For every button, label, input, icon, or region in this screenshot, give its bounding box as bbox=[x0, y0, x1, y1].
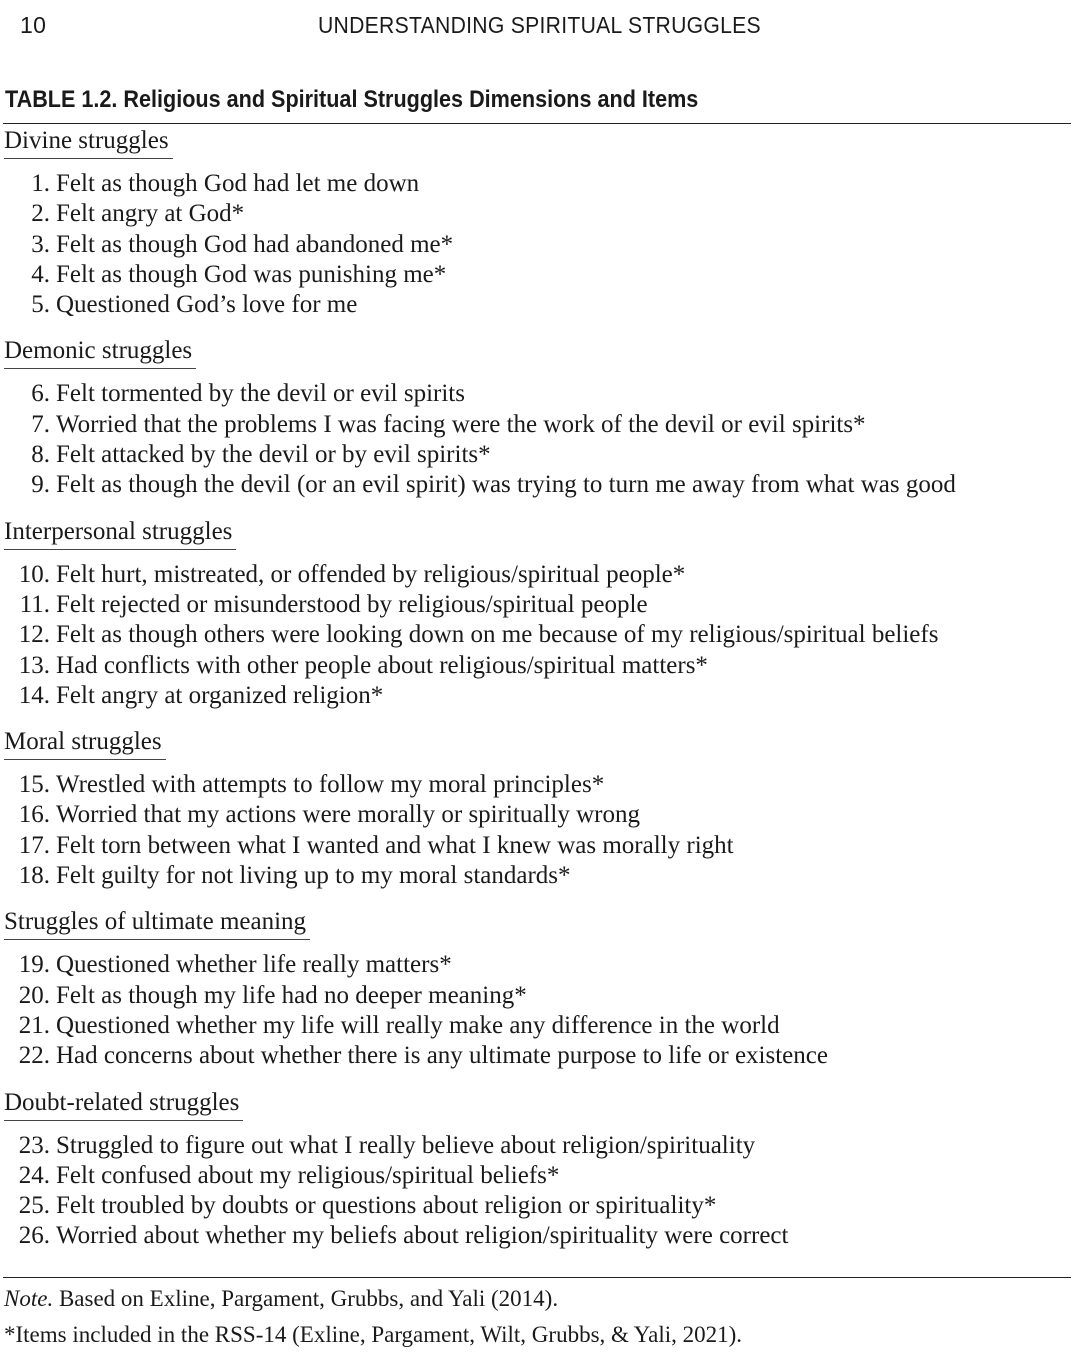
item-number: 12. bbox=[18, 621, 50, 649]
list-item bbox=[4, 230, 1072, 260]
list-item bbox=[4, 800, 1072, 830]
section-header: Interpersonal struggles bbox=[4, 515, 236, 550]
list-item bbox=[4, 1161, 1072, 1191]
item-number: 20. bbox=[18, 981, 50, 1009]
item-text: Struggled to figure out what I really believe about religion/spirituality bbox=[56, 1131, 756, 1159]
item-number: 25. bbox=[18, 1192, 50, 1220]
list-item bbox=[4, 590, 1072, 620]
section bbox=[4, 725, 1072, 891]
section-header: Moral struggles bbox=[4, 725, 166, 760]
table-body bbox=[4, 124, 1072, 1266]
section bbox=[4, 905, 1072, 1071]
item-text: Felt hurt, mistreated, or offended by religious/spiritual people* bbox=[56, 560, 686, 588]
list-item bbox=[4, 410, 1072, 440]
item-number: 5. bbox=[31, 291, 50, 319]
item-text: Wrestled with attempts to follow my moral principles* bbox=[56, 771, 605, 799]
list-item bbox=[4, 560, 1072, 590]
list-item bbox=[4, 169, 1072, 199]
table-notes bbox=[4, 1281, 742, 1353]
list-item bbox=[4, 1011, 1072, 1041]
list-item bbox=[4, 831, 1072, 861]
list-item bbox=[4, 290, 1072, 320]
running-head bbox=[0, 10, 1086, 44]
item-number: 9. bbox=[31, 471, 50, 499]
table-title: TABLE 1.2. Religious and Spiritual Struggles Dimensions and Items bbox=[5, 86, 699, 113]
section bbox=[4, 515, 1072, 711]
item-text: Had conflicts with other people about religious/spiritual matters* bbox=[56, 651, 708, 679]
item-number: 1. bbox=[31, 170, 50, 197]
note-label: Note. bbox=[4, 1286, 54, 1311]
item-text: Felt attacked by the devil or by evil spirits* bbox=[56, 441, 491, 469]
source-note bbox=[4, 1281, 742, 1317]
table-bottom-rule bbox=[3, 1277, 1071, 1278]
item-number: 14. bbox=[18, 681, 50, 709]
item-text: Felt as though God had let me down bbox=[56, 170, 420, 197]
list-item bbox=[4, 199, 1072, 229]
item-text: Felt angry at God* bbox=[56, 200, 245, 228]
item-number: 15. bbox=[18, 771, 50, 799]
list-item bbox=[4, 651, 1072, 681]
item-text: Felt angry at organized religion* bbox=[56, 681, 384, 709]
item-number: 26. bbox=[18, 1222, 50, 1250]
item-number: 22. bbox=[18, 1042, 50, 1070]
item-text: Questioned whether my life will really make any difference in the world bbox=[56, 1011, 780, 1039]
list-item bbox=[4, 770, 1072, 800]
item-number: 4. bbox=[31, 260, 50, 288]
item-text: Felt as though the devil (or an evil spirit) was trying to turn me away from what was good bbox=[56, 471, 956, 499]
item-number: 17. bbox=[18, 831, 50, 859]
item-text: Felt as though my life had no deeper meaning* bbox=[56, 981, 527, 1009]
item-number: 21. bbox=[18, 1011, 50, 1039]
footnote: *Items included in the RSS-14 (Exline, Pargament, Wilt, Grubbs, & Yali, 2021). bbox=[4, 1322, 743, 1347]
item-text: Felt as though others were looking down on me because of my religious/spiritual beliefs bbox=[56, 621, 939, 649]
item-text: Felt as though God was punishing me* bbox=[56, 260, 447, 288]
list-item bbox=[4, 1191, 1072, 1221]
list-item bbox=[4, 440, 1072, 470]
item-text: Questioned God’s love for me bbox=[56, 291, 358, 319]
item-number: 24. bbox=[18, 1161, 50, 1189]
list-item bbox=[4, 861, 1072, 891]
item-text: Worried that my actions were morally or spiritually wrong bbox=[56, 801, 640, 829]
list-item bbox=[4, 1041, 1072, 1071]
list-item bbox=[4, 950, 1072, 980]
section bbox=[4, 1086, 1072, 1252]
item-number: 16. bbox=[18, 801, 50, 829]
item-text: Felt guilty for not living up to my moral standards* bbox=[56, 862, 571, 890]
item-text: Had concerns about whether there is any ultimate purpose to life or existence bbox=[56, 1042, 828, 1070]
item-text: Felt tormented by the devil or evil spirits bbox=[56, 380, 465, 408]
item-number: 10. bbox=[18, 560, 50, 588]
list-item bbox=[4, 470, 1072, 500]
section bbox=[4, 334, 1072, 500]
list-item bbox=[4, 681, 1072, 711]
section-header: Demonic struggles bbox=[4, 334, 196, 369]
item-number: 19. bbox=[18, 951, 50, 979]
list-item bbox=[4, 260, 1072, 290]
item-number: 11. bbox=[19, 590, 50, 618]
running-title: UNDERSTANDING SPIRITUAL STRUGGLES bbox=[318, 12, 761, 38]
note-text: Based on Exline, Pargament, Grubbs, and Yali (2014). bbox=[53, 1286, 559, 1311]
section-header: Struggles of ultimate meaning bbox=[4, 905, 310, 940]
list-item bbox=[4, 379, 1072, 409]
item-text: Felt as though God had abandoned me* bbox=[56, 230, 454, 258]
item-text: Worried about whether my beliefs about religion/spirituality were correct bbox=[56, 1222, 789, 1250]
item-number: 23. bbox=[18, 1131, 50, 1159]
list-item bbox=[4, 981, 1072, 1011]
section-header: Doubt-related struggles bbox=[4, 1086, 243, 1121]
item-number: 3. bbox=[31, 230, 50, 258]
section bbox=[4, 124, 1072, 320]
item-number: 7. bbox=[31, 410, 50, 438]
item-text: Felt confused about my religious/spiritual beliefs* bbox=[56, 1161, 560, 1189]
section-header: Divine struggles bbox=[4, 124, 173, 159]
item-number: 6. bbox=[31, 380, 50, 408]
list-item bbox=[4, 1221, 1072, 1251]
item-text: Worried that the problems I was facing were the work of the devil or evil spirits* bbox=[56, 410, 866, 438]
item-number: 8. bbox=[31, 441, 50, 469]
page-number: 10 bbox=[20, 12, 47, 38]
item-number: 18. bbox=[18, 862, 50, 890]
list-item bbox=[4, 1131, 1072, 1161]
item-number: 13. bbox=[18, 651, 50, 679]
item-text: Felt rejected or misunderstood by religious/spiritual people bbox=[56, 590, 648, 618]
item-number: 2. bbox=[31, 200, 50, 228]
item-text: Questioned whether life really matters* bbox=[56, 951, 452, 979]
item-text: Felt torn between what I wanted and what I knew was morally right bbox=[56, 831, 734, 859]
item-text: Felt troubled by doubts or questions about religion or spirituality* bbox=[56, 1192, 717, 1220]
list-item bbox=[4, 620, 1072, 650]
